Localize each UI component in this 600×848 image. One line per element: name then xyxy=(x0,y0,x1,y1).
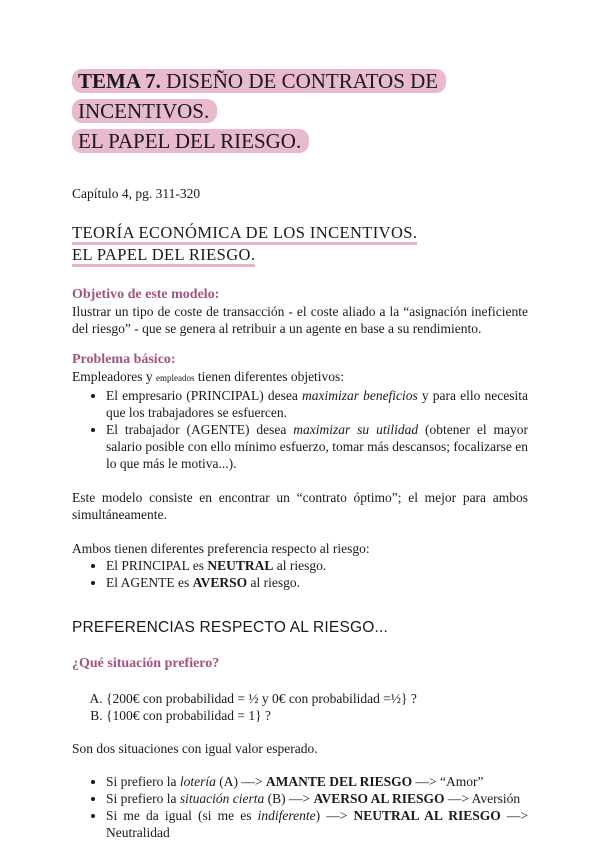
item-strong: AMANTE DEL RIESGO xyxy=(265,774,413,789)
item-emphasis: lotería xyxy=(179,774,216,789)
objetivo-heading: Objetivo de este modelo: xyxy=(72,287,220,302)
item-text: —> Aversión xyxy=(444,791,521,806)
item-text: (obtener el mayor salario posible con ello mínimo esfuerzo, tomar más descansos; focalizarse en lo que más le motiva...). xyxy=(106,422,528,471)
subtitle-line2: EL PAPEL DEL RIESGO. xyxy=(72,245,255,267)
problema-intro-small: empleados xyxy=(155,373,195,383)
item-text: —> Neutralidad xyxy=(106,808,528,840)
objetivo-text: Ilustrar un tipo de coste de transacción - el coste aliado a la “asignación ineficiente del riesgo” - que se genera al retribuir a un agente en base a su rendimiento. xyxy=(72,304,528,336)
list-item xyxy=(106,790,528,807)
problema-intro-b: tienen diferentes objetivos: xyxy=(194,369,345,384)
item-text: El empresario (PRINCIPAL) desea xyxy=(106,388,302,403)
item-strong: AVERSO AL RIESGO xyxy=(313,791,445,806)
options-list xyxy=(72,690,528,724)
ambos-intro: Ambos tienen diferentes preferencia respecto al riesgo: xyxy=(72,541,370,556)
item-text: Si me da igual (si me es xyxy=(106,808,258,823)
preferencias-heading: PREFERENCIAS RESPECTO AL RIESGO... xyxy=(72,619,389,636)
subtitle-line1: TEORÍA ECONÓMICA DE LOS INCENTIVOS. xyxy=(72,223,417,245)
option-b: B. {100€ con probabilidad = 1} ? xyxy=(106,707,528,724)
item-text: (B) —> xyxy=(264,791,314,806)
title-topic-name: DISEÑO DE CONTRATOS DE INCENTIVOS. xyxy=(78,69,439,123)
problema-intro-a: Empleadores y xyxy=(72,369,156,384)
item-text: (A) —> xyxy=(215,774,266,789)
item-text: Si prefiero la xyxy=(106,791,180,806)
problema-intro xyxy=(72,368,528,387)
option-a: A. {200€ con probabilidad = ½ y 0€ con probabilidad =½} ? xyxy=(106,690,528,707)
title-highlight-line2: EL PAPEL DEL RIESGO. xyxy=(72,129,309,153)
page-title xyxy=(72,66,528,156)
item-text: Si prefiero la xyxy=(106,774,180,789)
item-strong: AVERSO xyxy=(192,575,248,590)
title-highlight-line1 xyxy=(72,69,446,123)
section-subtitle xyxy=(72,222,528,266)
preferencias-list xyxy=(72,773,528,841)
ambos-list xyxy=(72,557,528,591)
list-item xyxy=(106,773,528,790)
document-page xyxy=(72,66,528,841)
list-item xyxy=(106,574,528,591)
item-text: El PRINCIPAL es xyxy=(106,558,208,573)
item-text: al riesgo. xyxy=(247,575,301,590)
chapter-reference: Capítulo 4, pg. 311-320 xyxy=(72,186,201,201)
item-text: —> “Amor” xyxy=(412,774,484,789)
title-topic-number: TEMA 7. xyxy=(78,69,161,93)
modelo-text: Este modelo consiste en encontrar un “contrato óptimo”; el mejor para ambos simultáneamente. xyxy=(72,490,528,522)
problema-list xyxy=(72,387,528,472)
item-text: y para ello necesita que los trabajadores se esfuercen. xyxy=(106,388,528,420)
item-emphasis: maximizar su utilidad xyxy=(293,422,419,437)
item-emphasis: situación cierta xyxy=(179,791,265,806)
item-emphasis: maximizar beneficios xyxy=(301,388,418,403)
item-text: ) —> xyxy=(315,808,354,823)
same-value-text: Son dos situaciones con igual valor esperado. xyxy=(72,741,318,756)
item-emphasis: indiferente xyxy=(257,808,316,823)
problema-heading: Problema básico: xyxy=(72,352,176,367)
item-text: El AGENTE es xyxy=(106,575,193,590)
list-item xyxy=(106,421,528,472)
list-item xyxy=(106,387,528,421)
question-heading: ¿Qué situación prefiero? xyxy=(72,656,220,671)
list-item xyxy=(106,807,528,841)
item-text: al riesgo. xyxy=(273,558,327,573)
list-item xyxy=(106,557,528,574)
item-strong: NEUTRAL AL RIESGO xyxy=(353,808,501,823)
item-text: El trabajador (AGENTE) desea xyxy=(106,422,294,437)
item-strong: NEUTRAL xyxy=(207,558,274,573)
